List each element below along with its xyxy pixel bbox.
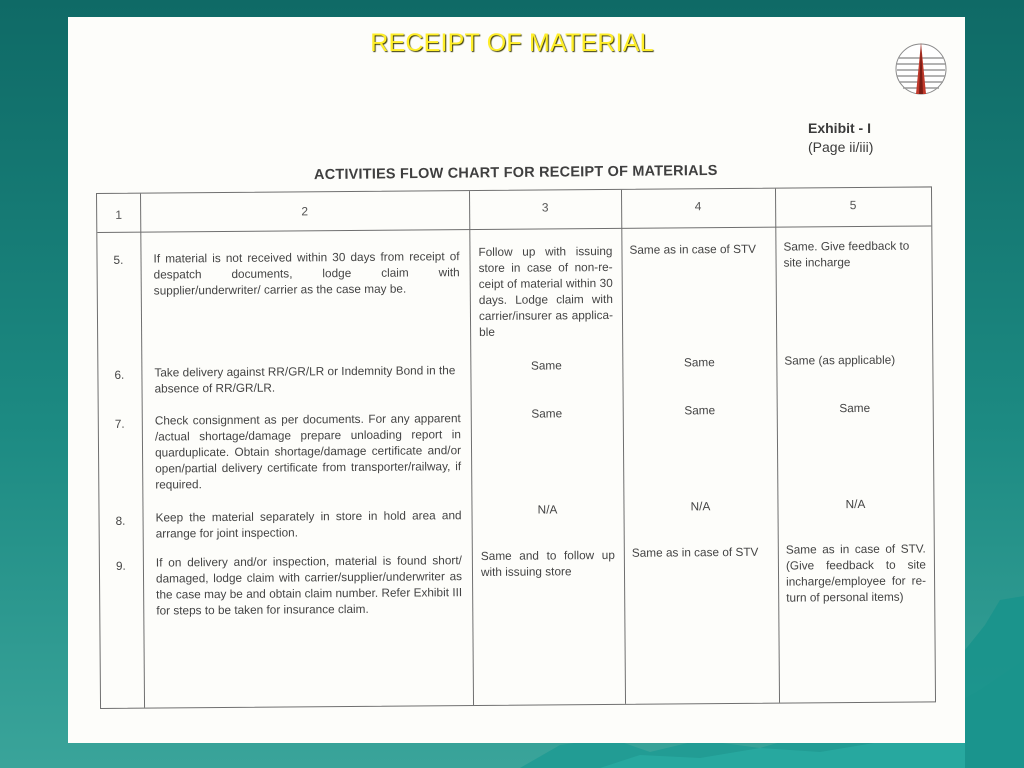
column-divider — [621, 190, 626, 704]
stv-cell: Same — [684, 403, 716, 418]
store-cell: Follow up with issuing store in case of non-re-ceipt of material within 30 days. Lodge claim with carrier/insurer as applica-ble — [478, 243, 614, 339]
row-number: 5. — [113, 252, 124, 267]
exhibit-title: Exhibit - I — [808, 120, 871, 136]
activity-cell: If material is not received within 30 days from receipt of despatch documents, lodge claim with supplier/underwriter/ carrier as the case may be. — [153, 249, 460, 298]
site-cell: Same as in case of STV. (Give feedback to site incharge/employee for re-turn of personal items) — [785, 541, 927, 605]
activity-cell: Keep the material separately in store in hold area and arrange for joint inspection. — [155, 508, 462, 541]
site-cell: N/A — [845, 496, 866, 512]
activity-cell: Check consignment as per documents. For any apparent /actual shortage/damage prepare unloading report in quarduplicate. Obtain shortage/damage certificate and/or open/partial delivery certificate from transporter/railway, if required. — [154, 411, 462, 492]
stv-cell: Same as in case of STV — [631, 544, 759, 560]
stv-cell: N/A — [690, 499, 711, 514]
stv-cell: Same — [683, 355, 715, 370]
header-col-5: 5 — [849, 198, 857, 213]
activities-table — [96, 186, 936, 709]
store-cell: Same — [531, 406, 563, 421]
slide-title: RECEIPT OF MATERIAL — [370, 29, 654, 57]
exhibit-label — [808, 119, 873, 157]
stv-cell: Same as in case of STV — [629, 241, 757, 257]
exhibit-page: (Page ii/iii) — [808, 139, 874, 155]
header-col-2: 2 — [301, 204, 309, 219]
header-divider — [97, 225, 931, 233]
row-number: 9. — [115, 558, 126, 573]
header-col-4: 4 — [694, 199, 702, 214]
site-cell: Same (as applicable) — [784, 352, 896, 368]
store-cell: Same and to follow up with issuing store — [480, 547, 615, 579]
store-cell: N/A — [537, 502, 558, 517]
column-divider — [140, 194, 145, 708]
store-cell: Same — [530, 358, 562, 373]
site-cell: Same — [839, 400, 871, 416]
site-cell: Same. Give feedback to site incharge — [783, 238, 910, 270]
activity-cell: Take delivery against RR/GR/LR or Indemnity Bond in the absence of RR/GR/LR. — [154, 363, 456, 396]
row-number: 6. — [114, 367, 125, 382]
header-col-1: 1 — [115, 207, 123, 222]
header-col-3: 3 — [541, 200, 549, 215]
column-divider — [469, 191, 474, 705]
row-number: 8. — [115, 513, 126, 528]
chart-title: ACTIVITIES FLOW CHART FOR RECEIPT OF MATERIALS — [313, 162, 718, 184]
activity-cell: If on delivery and/or inspection, material is found short/ damaged, lodge claim with carrier/supplier/underwriter as the case may be and obtain claim number. Refer Exhibit III for steps to be taken for insurance claim. — [155, 553, 463, 618]
column-divider — [775, 189, 780, 703]
row-number: 7. — [114, 416, 125, 431]
scanned-document — [68, 17, 965, 743]
